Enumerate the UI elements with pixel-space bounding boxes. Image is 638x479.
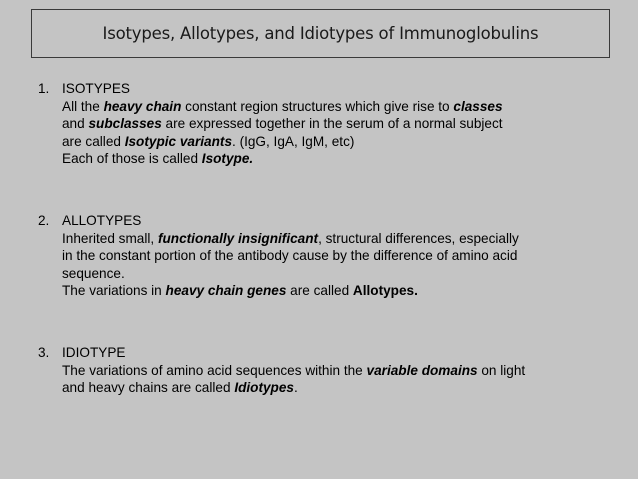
text-run: are called [286,283,353,298]
text-run: and [62,116,89,131]
list-item-isotypes [38,80,628,168]
text-run: in the constant portion of the antibody cause by the difference of amino acid [62,248,518,263]
text-run: constant region structures which give rise to [181,98,454,114]
body-line [62,115,628,133]
item-heading-row [38,212,628,230]
item-heading-row [38,344,628,362]
body-line [62,362,628,380]
list-item-idiotype [38,344,628,397]
body-line [62,379,628,397]
text-run: and heavy chains are called [62,380,235,395]
text-run: sequence. [62,265,125,281]
text-run: , structural differences, especially [318,230,519,246]
item-body [38,230,628,300]
body-line [62,247,628,265]
text-run: . (IgG, IgA, IgM, etc) [232,133,355,149]
emphasis-text: heavy chain [103,98,182,114]
emphasis-text: Isotype. [201,151,254,166]
slide-title-box [31,9,610,58]
emphasis-text: functionally insignificant [157,230,319,246]
item-heading-row [38,80,628,98]
item-body [38,362,628,397]
slide-title: Isotypes, Allotypes, and Idiotypes of Immunoglobulins [102,24,539,43]
emphasis-text: classes [453,98,503,114]
text-run: Inherited small, [62,230,158,246]
item-number: 2. [38,213,50,228]
text-run: The variations of amino acid sequences within the [62,362,367,378]
body-line [62,150,628,168]
body-line [62,98,628,116]
body-line [62,230,628,248]
text-run: . [293,380,298,395]
item-number: 1. [38,81,50,96]
text-run: are expressed together in the serum of a normal subject [161,116,503,131]
text-run: All the [62,98,104,114]
emphasis-text: subclasses [88,116,162,131]
body-line [62,133,628,151]
bold-text: Allotypes. [352,283,418,298]
emphasis-text: heavy chain genes [165,283,287,298]
text-run: Each of those is called [62,151,202,166]
emphasis-text: Idiotypes [234,380,294,395]
item-body [38,98,628,168]
body-line [62,282,628,300]
item-heading: ALLOTYPES [62,213,142,228]
body-line [62,265,628,283]
text-run: are called [62,133,125,149]
emphasis-text: variable domains [366,362,478,378]
list-item-allotypes [38,212,628,300]
text-run: on light [477,362,526,378]
item-heading: ISOTYPES [62,81,130,96]
text-run: The variations in [62,283,166,298]
item-number: 3. [38,345,50,360]
item-heading: IDIOTYPE [62,345,126,360]
emphasis-text: Isotypic variants [124,133,233,149]
